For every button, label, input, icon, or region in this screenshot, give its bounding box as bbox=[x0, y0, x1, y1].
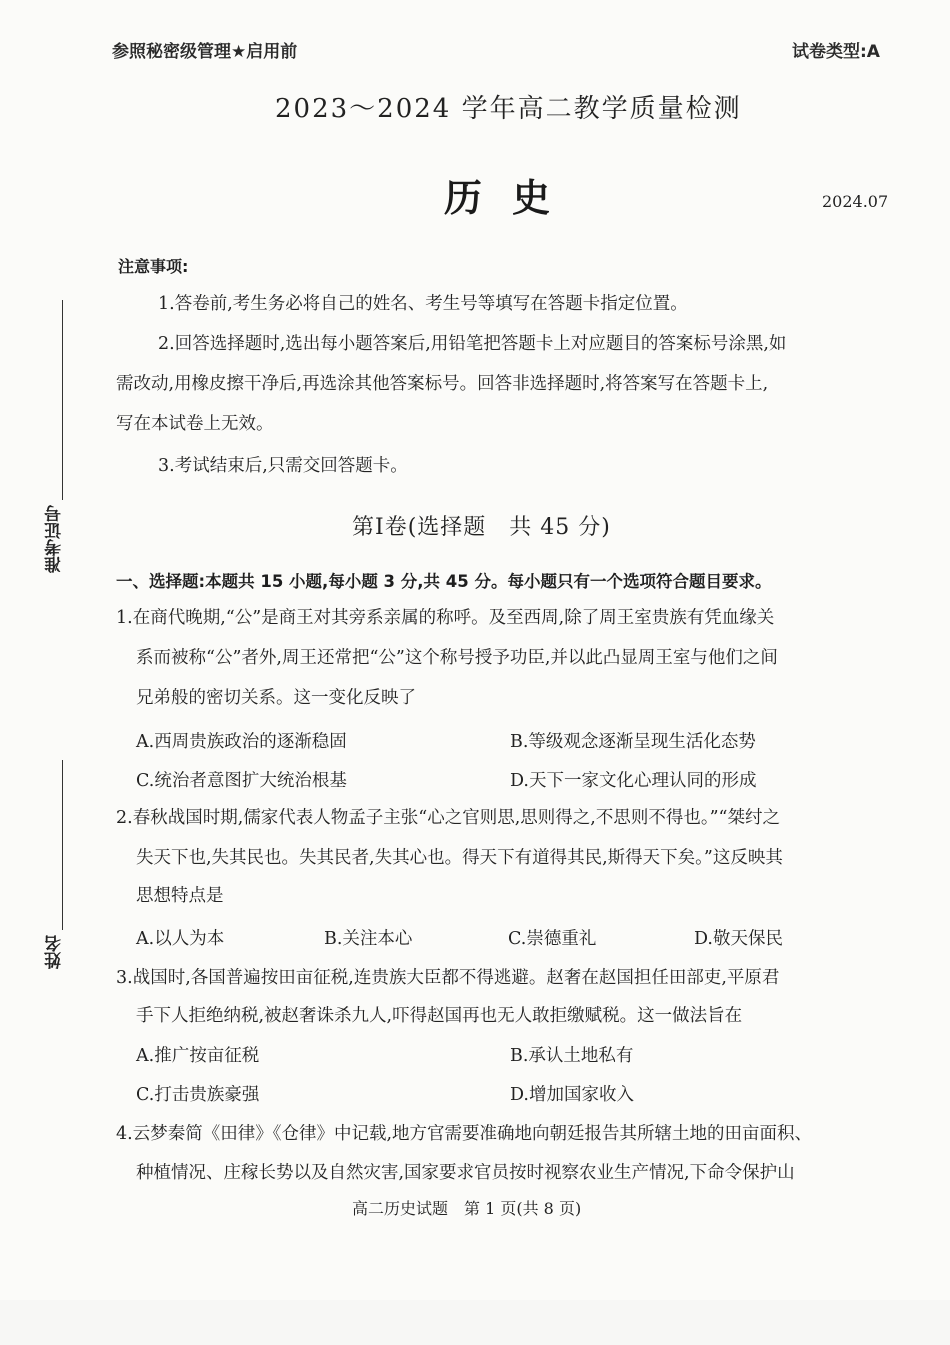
name-label: 姓名 bbox=[45, 935, 65, 969]
note-item-1: 1.答卷前,考生务必将自己的姓名、考生号等填写在答题卡指定位置。 bbox=[158, 294, 688, 314]
question-1-option-d: D.天下一家文化心理认同的形成 bbox=[510, 771, 757, 791]
question-1-option-a: A.西周贵族政治的逐渐稳固 bbox=[136, 732, 347, 752]
question-1-line-1: 1.在商代晚期,“公”是商王对其旁系亲属的称呼。及至西周,除了周王室贵族有凭血缘关 bbox=[116, 608, 775, 628]
question-3-option-d: D.增加国家收入 bbox=[510, 1085, 634, 1105]
exam-date: 2024.07 bbox=[822, 192, 889, 211]
section-instruction: 一、选择题:本题共 15 小题,每小题 3 分,共 45 分。每小题只有一个选项符合题目要求。 bbox=[116, 572, 772, 591]
question-2-option-c: C.崇德重礼 bbox=[508, 929, 597, 949]
question-1-option-c: C.统治者意图扩大统治根基 bbox=[136, 771, 347, 791]
question-3-line-2: 手下人拒绝纳税,被赵奢诛杀九人,吓得赵国再也无人敢拒缴赋税。这一做法旨在 bbox=[136, 1006, 743, 1026]
page-footer: 高二历史试题 第 1 页(共 8 页) bbox=[352, 1199, 582, 1218]
notes-heading: 注意事项: bbox=[118, 257, 189, 276]
question-4-line-1: 4.云梦秦简《田律》《仓律》中记载,地方官需要准确地向朝廷报告其所辖土地的田亩面积、 bbox=[116, 1124, 813, 1144]
name-line bbox=[62, 760, 63, 930]
exam-id-line bbox=[62, 300, 63, 500]
question-1-line-2: 系而被称“公”者外,周王还常把“公”这个称号授予功臣,并以此凸显周王室与他们之间 bbox=[136, 648, 778, 668]
note-item-2-line-3: 写在本试卷上无效。 bbox=[116, 414, 274, 434]
exam-id-label: 准考证号 bbox=[45, 505, 65, 573]
note-item-2-line-2: 需改动,用橡皮擦干净后,再选涂其他答案标号。回答非选择题时,将答案写在答题卡上, bbox=[116, 374, 769, 394]
question-3-option-b: B.承认土地私有 bbox=[510, 1046, 634, 1066]
question-3-option-a: A.推广按亩征税 bbox=[136, 1046, 260, 1066]
question-2-option-d: D.敬天保民 bbox=[694, 929, 783, 949]
confidential-label: 参照秘密级管理★启用前 bbox=[112, 42, 298, 62]
question-2-option-b: B.关注本心 bbox=[324, 929, 413, 949]
subject-title: 历史 bbox=[444, 175, 581, 220]
question-1-line-3: 兄弟般的密切关系。这一变化反映了 bbox=[136, 688, 416, 708]
question-2-line-3: 思想特点是 bbox=[136, 886, 224, 906]
note-item-3: 3.考试结束后,只需交回答题卡。 bbox=[158, 456, 408, 476]
question-1-option-b: B.等级观念逐渐呈现生活化态势 bbox=[510, 732, 756, 752]
note-item-2-line-1: 2.回答选择题时,选出每小题答案后,用铅笔把答题卡上对应题目的答案标号涂黑,如 bbox=[158, 334, 787, 354]
exam-title: 2023～2024 学年高二教学质量检测 bbox=[275, 94, 742, 124]
question-2-line-2: 失天下也,失其民也。失其民者,失其心也。得天下有道得其民,斯得天下矣。”这反映其 bbox=[136, 848, 783, 868]
question-3-line-1: 3.战国时,各国普遍按田亩征税,连贵族大臣都不得逃避。赵奢在赵国担任田部吏,平原君 bbox=[116, 968, 780, 988]
question-3-option-c: C.打击贵族豪强 bbox=[136, 1085, 260, 1105]
section-title: 第Ⅰ卷(选择题 共 45 分) bbox=[352, 515, 611, 540]
paper-type-label: 试卷类型:A bbox=[792, 42, 880, 62]
question-2-line-1: 2.春秋战国时期,儒家代表人物孟子主张“心之官则思,思则得之,不思则不得也。”“桀纣之 bbox=[116, 808, 780, 828]
question-4-line-2: 种植情况、庄稼长势以及自然灾害,国家要求官员按时视察农业生产情况,下命令保护山 bbox=[136, 1163, 795, 1183]
question-2-option-a: A.以人为本 bbox=[136, 929, 225, 949]
